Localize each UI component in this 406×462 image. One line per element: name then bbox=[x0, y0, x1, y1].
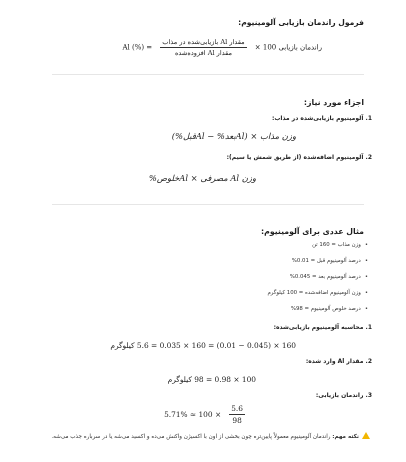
note-label: نکته مهم: bbox=[332, 434, 359, 440]
step3-formula bbox=[164, 404, 248, 425]
formula-fraction bbox=[160, 38, 246, 57]
example-heading: مثال عددی برای آلومینیوم: bbox=[260, 227, 364, 236]
list-item: • وزن مذاب = 160 تن bbox=[312, 242, 368, 248]
divider bbox=[52, 204, 364, 205]
list-item: • درصد آلومینیوم قبل = 0.01% bbox=[292, 258, 368, 264]
note-text: راندمان آلومینیوم معمولاً پایین‌تره چون بخشی از اون با اکسیژن واکنش می‌ده و اکسید می‌شه یا در سرباره جذب می‌شه. bbox=[51, 434, 331, 440]
parts-heading: اجزاء مورد نیاز: bbox=[303, 98, 364, 107]
step3-rest: × 100 ≈ 5.71% bbox=[164, 410, 222, 419]
formula-factor: × 100 bbox=[254, 43, 277, 52]
step1-formula: 160 × (0.045 − 0.01) = 160 × 0.035 = 5.6 کیلوگرم bbox=[110, 341, 296, 350]
list-item: • وزن آلومینیوم اضافه‌شده = 100 کیلوگرم bbox=[267, 290, 368, 296]
step3-numerator: 5.6 bbox=[231, 404, 243, 413]
recovery-formula bbox=[122, 37, 322, 57]
step2-label: 2. مقدار Al وارد شده: bbox=[305, 358, 372, 365]
part1-label: 1. آلومینیوم بازیابی‌شده در مذاب: bbox=[271, 115, 372, 122]
step2-formula: 100 × 0.98 = 98 کیلوگرم bbox=[167, 375, 256, 384]
step3-label: 3. راندمان بازیابی: bbox=[315, 392, 372, 399]
part2-label: 2. آلومینیوم اضافه‌شده (از طریق شمش یا سیم): bbox=[226, 154, 372, 161]
step3-fraction bbox=[229, 404, 245, 425]
part1-formula: وزن مذاب × (Alبعد% − Alقبل%) bbox=[171, 131, 296, 141]
formula-heading: فرمول راندمان بازیابی آلومینیوم: bbox=[238, 18, 364, 27]
step3-denominator: 98 bbox=[232, 416, 242, 425]
formula-lhs: راندمان بازیابی Al (%) = bbox=[122, 43, 322, 52]
part2-formula: وزن Al مصرفی × Alخلوص% bbox=[148, 173, 256, 183]
step1-label: 1. محاسبه آلومینیوم بازیابی‌شده: bbox=[273, 324, 372, 331]
formula-numerator: مقدار Al بازیابی‌شده در مذاب bbox=[162, 38, 245, 46]
list-item: • درصد آلومینیوم بعد = 0.045% bbox=[290, 274, 368, 280]
important-note bbox=[38, 431, 370, 444]
formula-denominator: مقدار Al افزوده‌شده bbox=[174, 49, 233, 57]
divider bbox=[52, 74, 364, 75]
warning-icon bbox=[362, 432, 370, 439]
list-item: • درصد خلوص آلومینیوم = 98% bbox=[291, 306, 368, 312]
